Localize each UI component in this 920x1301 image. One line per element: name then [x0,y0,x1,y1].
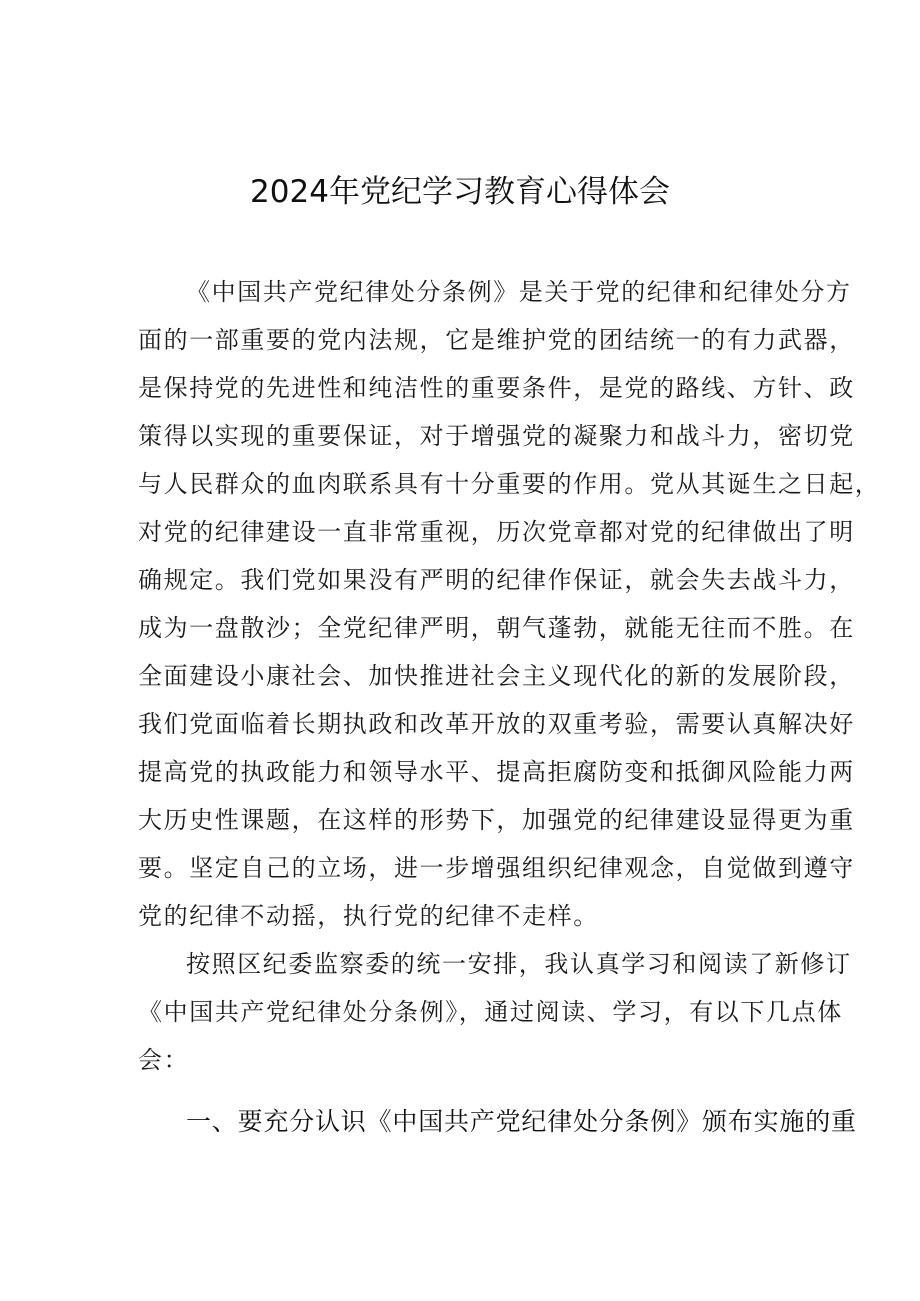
paragraph-line: 大历史性课题，在这样的形势下，加强党的纪律建设显得更为重 [138,806,855,834]
section-heading: 一、要充分认识《中国共产党纪律处分条例》颁布实施的重 [186,1107,857,1136]
paragraph-line: 我们党面临着长期执政和改革开放的双重考验，需要认真解决好 [138,710,855,738]
paragraph-line: 确规定。我们党如果没有严明的纪律作保证，就会失去战斗力， [138,566,855,594]
paragraph-line: 策得以实现的重要保证，对于增强党的凝聚力和战斗力，密切党 [138,422,855,450]
document-body [138,268,881,1146]
paragraph-line: 按照区纪委监察委的统一安排，我认真学习和阅读了新修订 [186,950,852,978]
paragraph-line: 《中国共产党纪律处分条例》是关于党的纪律和纪律处分方 [186,278,852,306]
paragraph-line: 成为一盘散沙；全党纪律严明，朝气蓬勃，就能无往而不胜。在 [138,614,855,642]
paragraph-line: 《中国共产党纪律处分条例》，通过阅读、学习，有以下几点体 [138,998,843,1026]
paragraph-1 [138,268,881,940]
paragraph-line: 对党的纪律建设一直非常重视，历次党章都对党的纪律做出了明 [138,518,855,546]
paragraph-line: 党的纪律不动摇，执行党的纪律不走样。 [138,902,599,930]
paragraph-line: 全面建设小康社会、加快推进社会主义现代化的新的发展阶段， [138,662,855,690]
section-gap [138,1084,798,1098]
paragraph-line: 面的一部重要的党内法规，它是维护党的团结统一的有力武器， [138,326,855,354]
paragraph-line: 是保持党的先进性和纯洁性的重要条件，是党的路线、方针、政 [138,374,855,402]
paragraph-2 [138,940,852,1084]
paragraph-line: 要。坚定自己的立场，进一步增强组织纪律观念，自觉做到遵守 [138,854,855,882]
paragraph-line: 与人民群众的血肉联系具有十分重要的作用。党从其诞生之日起， [138,470,881,498]
paragraph-line: 会： [138,1046,190,1074]
document-title: 2024年党纪学习教育心得体会 [250,174,670,210]
paragraph-line: 提高党的执政能力和领导水平、提高拒腐防变和抵御风险能力两 [138,758,855,786]
